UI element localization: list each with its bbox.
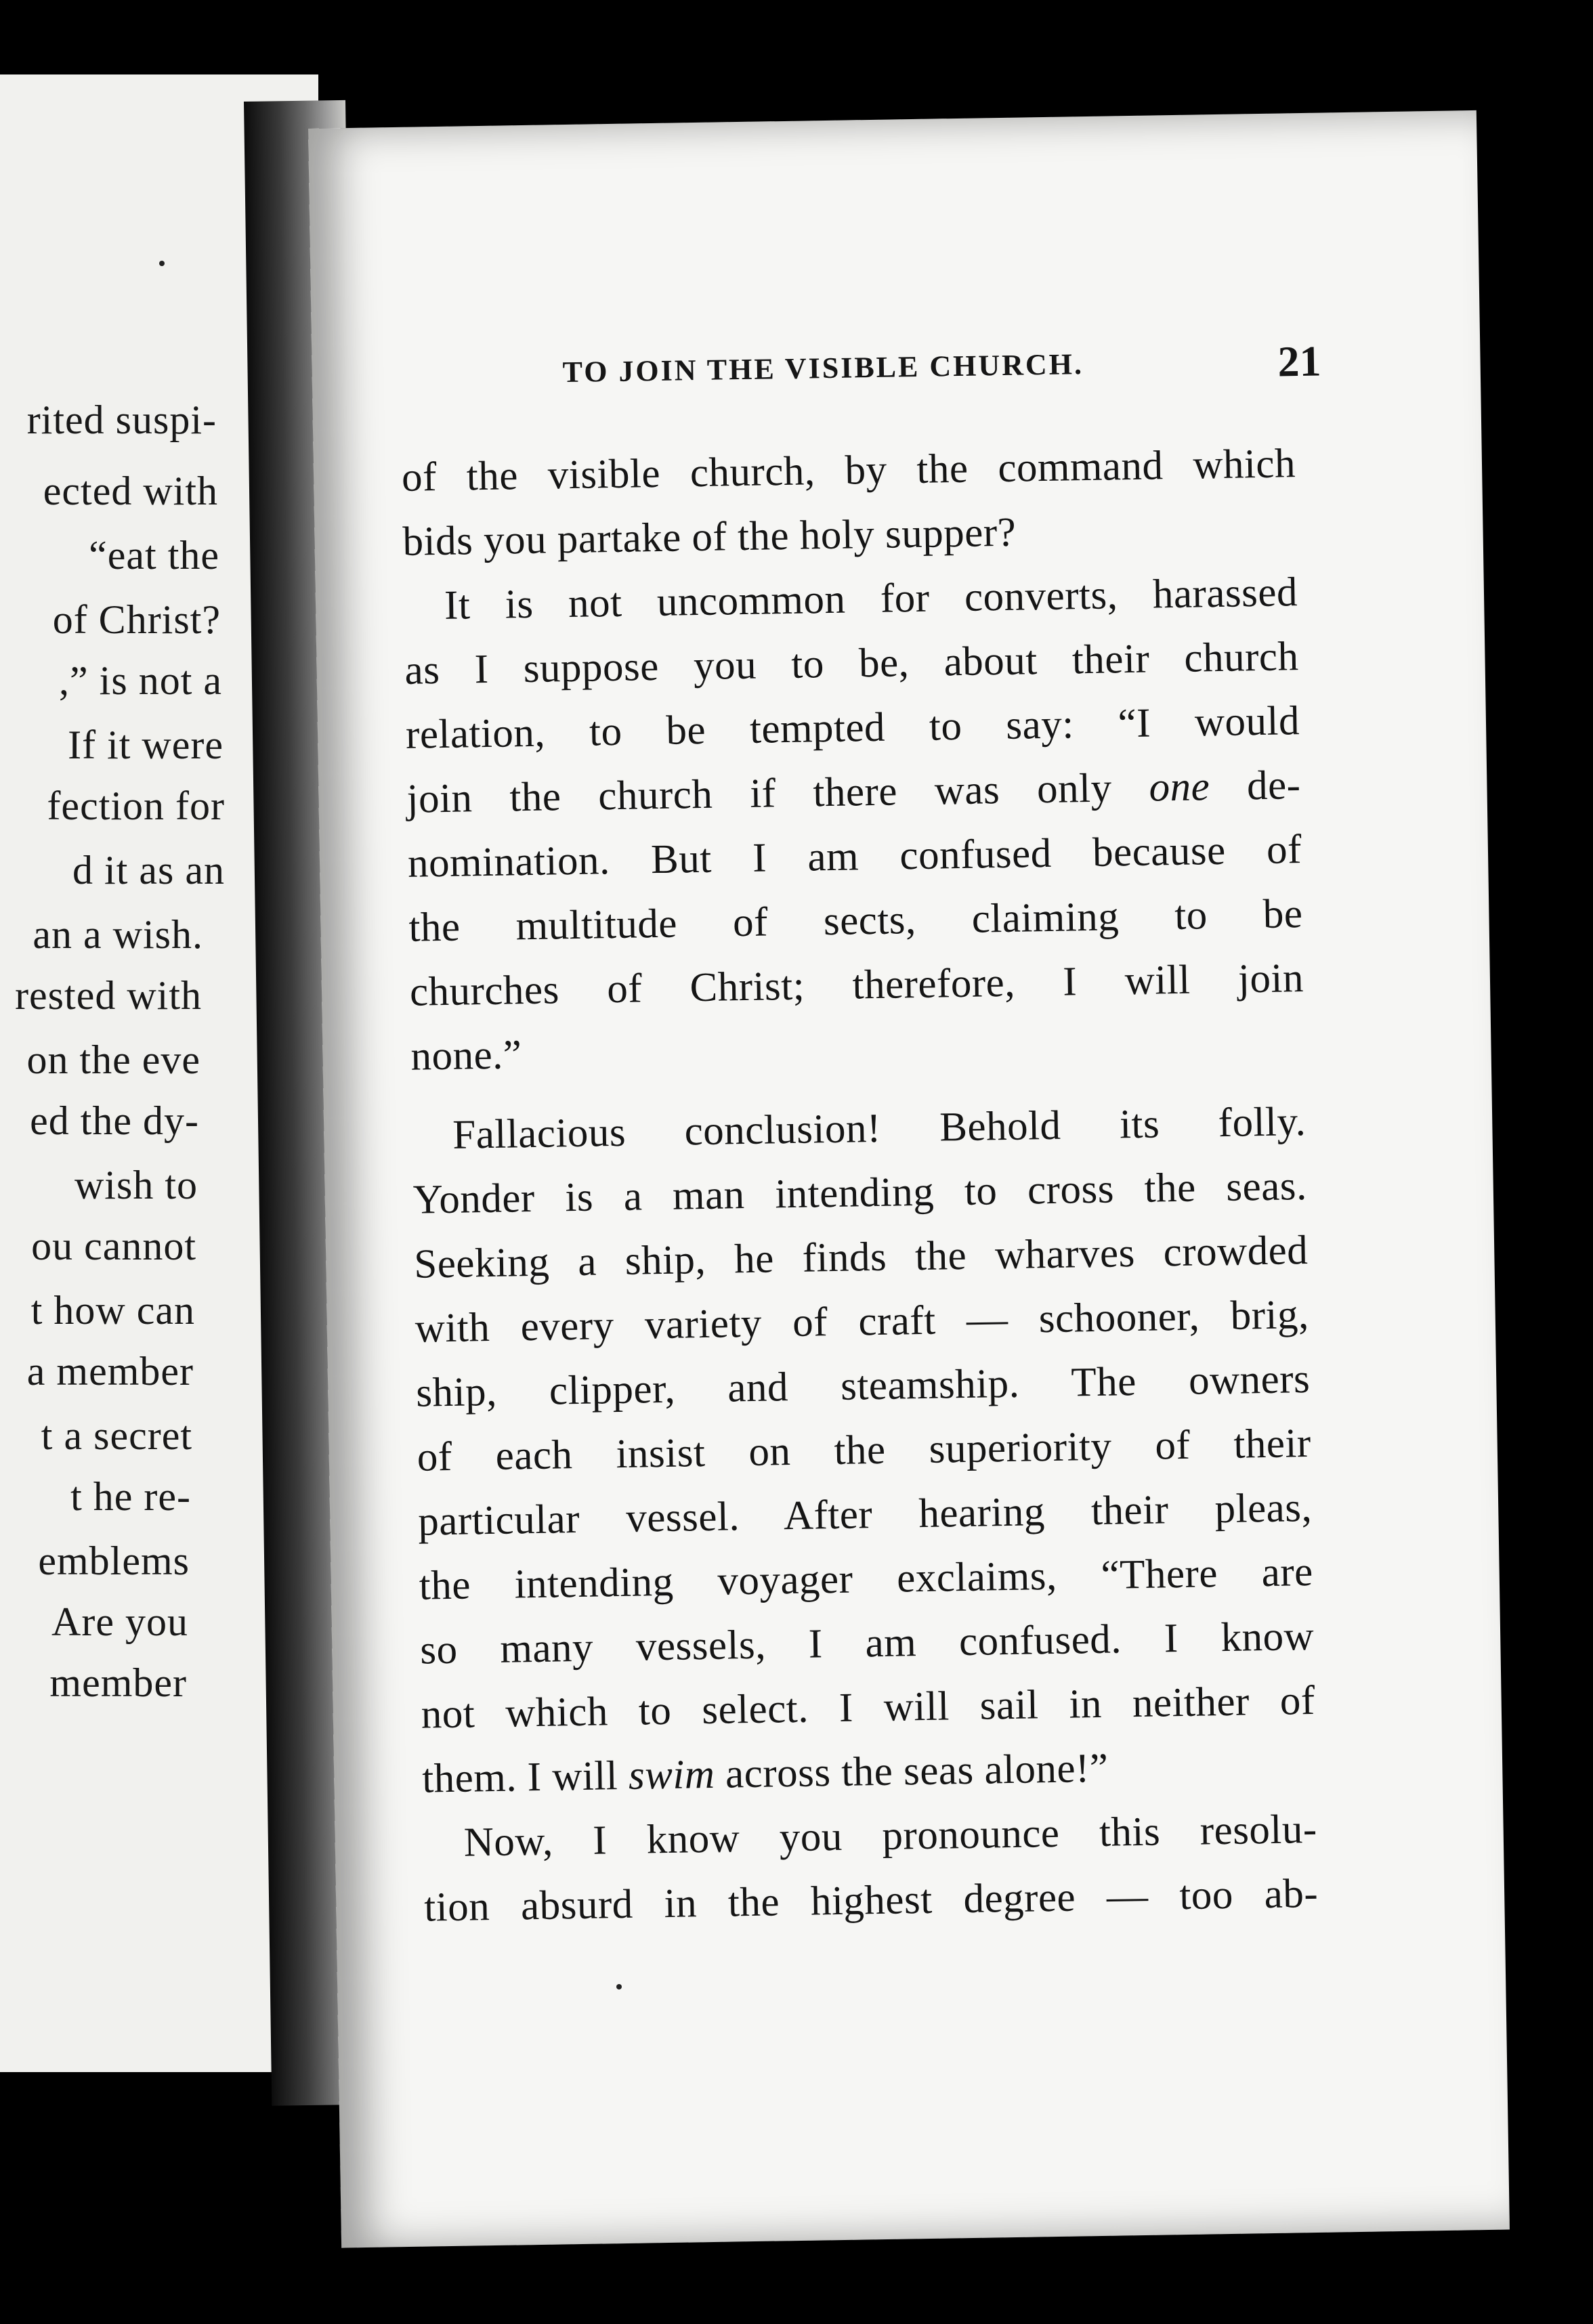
emphasis-word: swim [628, 1751, 715, 1799]
facing-page-line: rited suspi- [26, 397, 217, 442]
running-head [562, 337, 1321, 403]
facing-page-line: t he re- [70, 1474, 191, 1519]
body-text-segment: not which to select. I will sail in neither of [421, 1677, 1316, 1738]
body-text-segment: the multitude of sects, claiming to be [408, 891, 1303, 951]
body-text-segment: join the church if there was only [406, 765, 1150, 822]
facing-page-line: “eat the [89, 533, 219, 578]
page-number: 21 [1277, 337, 1322, 386]
body-text [401, 431, 1319, 1939]
facing-page-line: of Christ? [52, 597, 221, 642]
body-text-segment: particular vessel. After hearing their pleas, [417, 1484, 1313, 1545]
facing-page-line: ou cannot [31, 1224, 196, 1268]
specks [616, 1984, 622, 1989]
facing-page-line: on the eve [26, 1037, 200, 1082]
body-line [410, 1010, 1305, 1089]
body-text-segment: them. I will [421, 1752, 629, 1802]
body-text-segment: nomination. But I am confused because of [407, 827, 1302, 886]
body-text-segment: of each insist on the superiority of their [417, 1420, 1312, 1480]
body-text-segment: tion absurd in the highest degree — too ab- [423, 1870, 1319, 1931]
facing-page-line: ,” is not a [59, 658, 222, 703]
facing-page-line: wish to [74, 1163, 198, 1207]
body-text-segment: bids you partake of the holy supper? [402, 509, 1017, 565]
body-text-segment: the intending voyager exclaims, “There are [419, 1549, 1314, 1609]
facing-page-line: t how can [30, 1288, 195, 1333]
facing-page-line: a member [26, 1349, 194, 1394]
body-text-segment: Fallacious conclusion! Behold its folly. [452, 1099, 1307, 1158]
body-text-segment: It is not uncommon for converts, harassed [444, 569, 1298, 628]
body-text-segment: so many vessels, I am confused. I know [419, 1613, 1315, 1673]
body-text-segment: relation, to be tempted to say: “I would [405, 698, 1300, 758]
page-21 [308, 110, 1510, 2248]
facing-page-line: member [49, 1660, 187, 1705]
facing-page-line: Are you [51, 1599, 188, 1644]
body-text-segment: churches of Christ; therefore, I will join [409, 955, 1304, 1015]
facing-page-line: emblems [38, 1538, 190, 1583]
facing-page-line: fection for [47, 783, 225, 828]
body-text-segment: across the seas alone!” [714, 1745, 1109, 1797]
body-text-segment: Now, I know you pronounce this resolu- [463, 1806, 1318, 1866]
body-line [424, 1862, 1319, 1940]
facing-page-line: ed the dy- [30, 1098, 199, 1143]
body-text-segment: Yonder is a man intending to cross the seas. [412, 1163, 1308, 1223]
body-text-segment: with every variety of craft — schooner, brig, [415, 1292, 1310, 1352]
specks [159, 261, 165, 266]
body-text-segment: ship, clipper, and steamship. The owners [415, 1356, 1311, 1416]
facing-page-line: ected with [43, 469, 218, 513]
facing-page-line: rested with [15, 973, 202, 1018]
facing-page-line: an a wish. [33, 912, 203, 957]
body-text-segment: Seeking a ship, he finds the wharves crowded [413, 1228, 1309, 1287]
body-text-segment: as I suppose you to be, about their church [404, 634, 1299, 693]
body-text-segment: of the visible church, by the command which [401, 441, 1296, 500]
facing-page-line: If it were [68, 723, 224, 767]
facing-page-line: d it as an [72, 848, 225, 892]
body-text-segment: de- [1209, 762, 1301, 810]
body-text-segment: none.” [410, 1032, 522, 1079]
running-title: TO JOIN THE VISIBLE CHURCH. [562, 347, 1084, 389]
facing-page-line: t a secret [41, 1413, 192, 1458]
emphasis-word: one [1148, 764, 1210, 811]
